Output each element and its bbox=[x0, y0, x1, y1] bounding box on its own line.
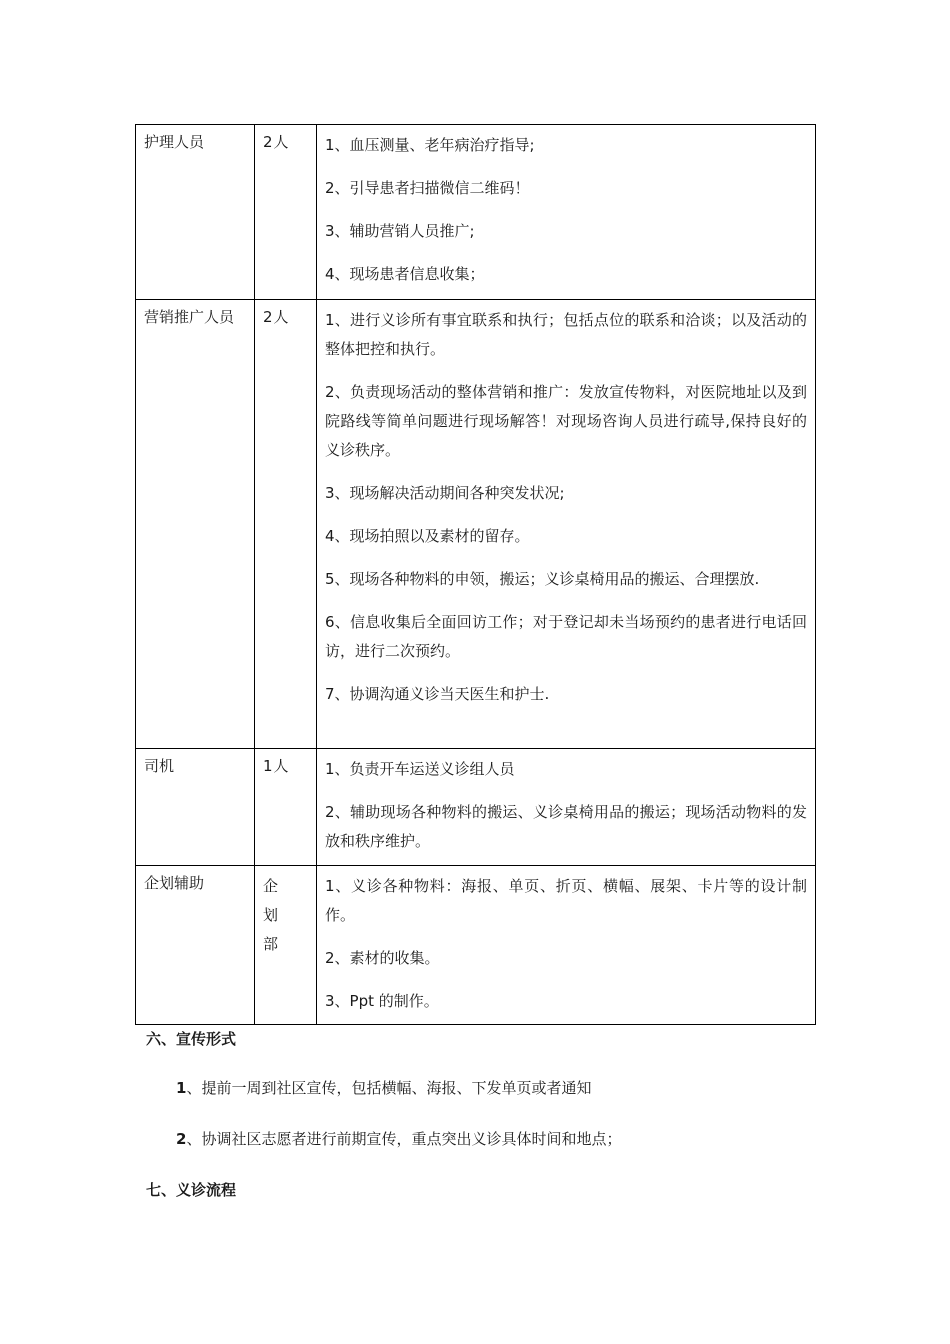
section-heading: 六、宣传形式 bbox=[146, 1030, 237, 1048]
duty-item: 3、现场解决活动期间各种突发状况; bbox=[325, 484, 565, 502]
duties-cell bbox=[317, 125, 816, 300]
staff-duty-table bbox=[135, 124, 816, 1025]
duties-cell bbox=[317, 300, 816, 749]
duties-cell bbox=[317, 866, 816, 1025]
item-number: 1 bbox=[176, 1079, 187, 1097]
duty-item: 2、引导患者扫描微信二维码！ bbox=[325, 179, 530, 197]
count-cell: 2人 bbox=[255, 125, 317, 300]
role-cell: 企划辅助 bbox=[136, 866, 255, 1025]
duties-cell bbox=[317, 749, 816, 866]
paragraph bbox=[176, 1077, 591, 1098]
item-number: 2 bbox=[176, 1130, 187, 1148]
section-heading: 七、义诊流程 bbox=[146, 1181, 237, 1199]
duty-item: 2、负责现场活动的整体营销和推广：发放宣传物料，对医院地址以及到院路线等简单问题进行现场解答！对现场咨询人员进行疏导,保持良好的义诊秩序。 bbox=[325, 383, 807, 459]
role-cell: 营销推广人员 bbox=[136, 300, 255, 749]
table-row bbox=[136, 125, 816, 300]
duty-item: 3、Ppt 的制作。 bbox=[325, 992, 439, 1010]
count-cell: 2人 bbox=[255, 300, 317, 749]
duty-item: 2、素材的收集。 bbox=[325, 949, 440, 967]
duty-item: 1、血压测量、老年病治疗指导; bbox=[325, 136, 535, 154]
duty-item: 1、进行义诊所有事宜联系和执行；包括点位的联系和洽谈；以及活动的整体把控和执行。 bbox=[325, 311, 807, 358]
duty-item: 1、义诊各种物料：海报、单页、折页、横幅、展架、卡片等的设计制作。 bbox=[325, 877, 807, 924]
duty-item: 5、现场各种物料的申领，搬运；义诊桌椅用品的搬运、合理摆放. bbox=[325, 570, 760, 588]
table-row bbox=[136, 300, 816, 749]
paragraph bbox=[176, 1128, 621, 1149]
role-cell: 护理人员 bbox=[136, 125, 255, 300]
duty-item: 3、辅助营销人员推广; bbox=[325, 222, 475, 240]
table-row bbox=[136, 749, 816, 866]
duty-item: 1、负责开车运送义诊组人员 bbox=[325, 760, 515, 778]
count-cell: 1人 bbox=[255, 749, 317, 866]
table-row bbox=[136, 866, 816, 1025]
item-text: 、提前一周到社区宣传，包括横幅、海报、下发单页或者通知 bbox=[186, 1079, 592, 1097]
duty-item: 4、现场患者信息收集； bbox=[325, 265, 485, 283]
count-cell: 企划部 bbox=[255, 866, 317, 1025]
duty-item: 2、辅助现场各种物料的搬运、义诊桌椅用品的搬运；现场活动物料的发放和秩序维护。 bbox=[325, 803, 807, 850]
duty-item: 4、现场拍照以及素材的留存。 bbox=[325, 527, 530, 545]
duty-item: 6、信息收集后全面回访工作；对于登记却未当场预约的患者进行电话回访，进行二次预约。 bbox=[325, 613, 807, 660]
item-text: 、协调社区志愿者进行前期宣传，重点突出义诊具体时间和地点； bbox=[186, 1130, 622, 1148]
role-cell: 司机 bbox=[136, 749, 255, 866]
duty-item: 7、协调沟通义诊当天医生和护士. bbox=[325, 685, 550, 703]
